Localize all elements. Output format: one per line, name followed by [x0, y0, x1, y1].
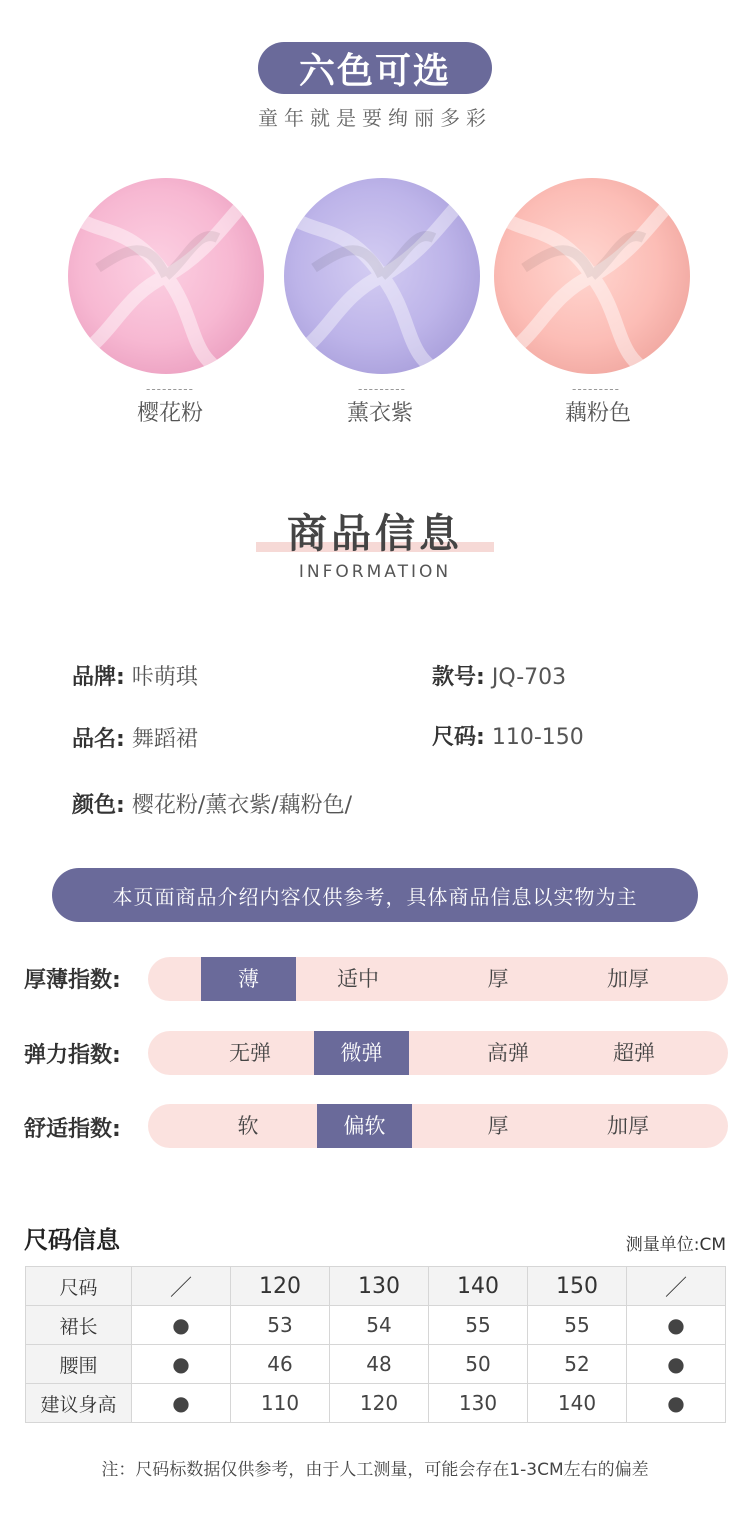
info-name-value: 舞蹈裙	[131, 727, 198, 752]
swatch-dots: ---------	[572, 382, 620, 396]
index-bar-elasticity	[148, 1031, 728, 1075]
index-bar-comfort	[148, 1104, 728, 1148]
info-model: 款号: JQ-703	[432, 665, 567, 690]
table-cell: 48	[330, 1345, 429, 1384]
swatch-label: 藕粉色	[564, 401, 631, 426]
section-subtitle: INFORMATION	[298, 562, 452, 582]
swatch-image-sakura-pink	[68, 178, 264, 374]
index-option: 偏软	[317, 1104, 412, 1148]
swatch-image-lavender	[284, 178, 480, 374]
index-label-comfort: 舒适指数:	[24, 1117, 121, 1142]
table-header-cell: 150	[528, 1267, 627, 1306]
table-cell: 54	[330, 1306, 429, 1345]
table-row-head: 建议身高	[26, 1384, 132, 1423]
index-option: 无弹	[229, 1041, 271, 1065]
table-row	[26, 1345, 726, 1384]
index-option: 厚	[487, 1114, 509, 1138]
index-option: 适中	[337, 967, 379, 991]
info-name-label: 品名	[72, 727, 117, 752]
fabric-swirl-icon	[284, 178, 480, 374]
info-size: 尺码: 110-150	[432, 725, 584, 750]
table-row	[26, 1306, 726, 1345]
table-cell: ●	[132, 1384, 231, 1423]
table-cell: ●	[627, 1384, 726, 1423]
table-row-head: 腰围	[26, 1345, 132, 1384]
page-title: 六色可选	[298, 50, 451, 92]
table-cell: ●	[627, 1306, 726, 1345]
table-row	[26, 1384, 726, 1423]
info-brand: 品牌: 咔萌琪	[72, 665, 198, 690]
info-color: 颜色: 樱花粉/薰衣紫/藕粉色/	[72, 793, 353, 818]
notice-text: 本页面商品介绍内容仅供参考，具体商品信息以实物为主	[112, 884, 638, 909]
page-subtitle: 童年就是要绚丽多彩	[258, 106, 492, 130]
index-option: 微弹	[314, 1031, 409, 1075]
fabric-swirl-icon	[68, 178, 264, 374]
swatch-image-lotus-pink	[494, 178, 690, 374]
index-option: 薄	[201, 957, 296, 1001]
info-model-value: JQ-703	[491, 665, 567, 690]
table-cell: 110	[231, 1384, 330, 1423]
index-bar-thickness	[148, 957, 728, 1001]
section-title: 商品信息	[287, 511, 463, 557]
index-option: 软	[237, 1114, 259, 1138]
table-cell: 50	[429, 1345, 528, 1384]
table-cell: ●	[132, 1306, 231, 1345]
table-header-cell: 尺码	[26, 1267, 132, 1306]
table-header-cell: 140	[429, 1267, 528, 1306]
index-option: 加厚	[607, 1114, 649, 1138]
notice-banner	[52, 868, 698, 922]
page-title-pill	[258, 42, 492, 94]
info-brand-label: 品牌	[72, 665, 117, 690]
table-header-cell: 130	[330, 1267, 429, 1306]
table-cell: 140	[528, 1384, 627, 1423]
info-model-label: 款号	[432, 665, 477, 690]
info-brand-value: 咔萌琪	[131, 665, 198, 690]
table-cell: 46	[231, 1345, 330, 1384]
table-cell: 55	[429, 1306, 528, 1345]
size-table	[25, 1266, 726, 1423]
table-cell: 53	[231, 1306, 330, 1345]
size-unit: 测量单位:CM	[625, 1235, 726, 1255]
swatch-label: 薰衣紫	[346, 401, 413, 426]
table-cell: 52	[528, 1345, 627, 1384]
fabric-swirl-icon	[494, 178, 690, 374]
index-option: 高弹	[487, 1041, 529, 1065]
swatch-dots: ---------	[146, 382, 194, 396]
table-cell: 130	[429, 1384, 528, 1423]
swatch-label: 樱花粉	[136, 401, 203, 426]
index-label-elasticity: 弹力指数:	[24, 1043, 121, 1068]
info-size-value: 110-150	[491, 725, 584, 750]
table-header-cell: ／	[627, 1267, 726, 1306]
info-name: 品名: 舞蹈裙	[72, 727, 198, 752]
table-header-cell: ／	[132, 1267, 231, 1306]
table-cell: 120	[330, 1384, 429, 1423]
swatch-dots: ---------	[358, 382, 406, 396]
info-color-label: 颜色	[72, 793, 117, 818]
info-color-value: 樱花粉/薰衣紫/藕粉色/	[131, 793, 353, 818]
size-table-header-row	[26, 1267, 726, 1306]
index-option: 加厚	[607, 967, 649, 991]
size-info-title: 尺码信息	[24, 1226, 120, 1254]
table-cell: ●	[132, 1345, 231, 1384]
index-option: 厚	[487, 967, 509, 991]
table-row-head: 裙长	[26, 1306, 132, 1345]
table-cell: ●	[627, 1345, 726, 1384]
table-header-cell: 120	[231, 1267, 330, 1306]
size-footnote: 注：尺码标数据仅供参考，由于人工测量，可能会存在1-3CM左右的偏差	[101, 1460, 649, 1480]
index-option: 超弹	[613, 1041, 655, 1065]
index-label-thickness: 厚薄指数:	[24, 968, 121, 993]
info-size-label: 尺码	[432, 725, 477, 750]
table-cell: 55	[528, 1306, 627, 1345]
